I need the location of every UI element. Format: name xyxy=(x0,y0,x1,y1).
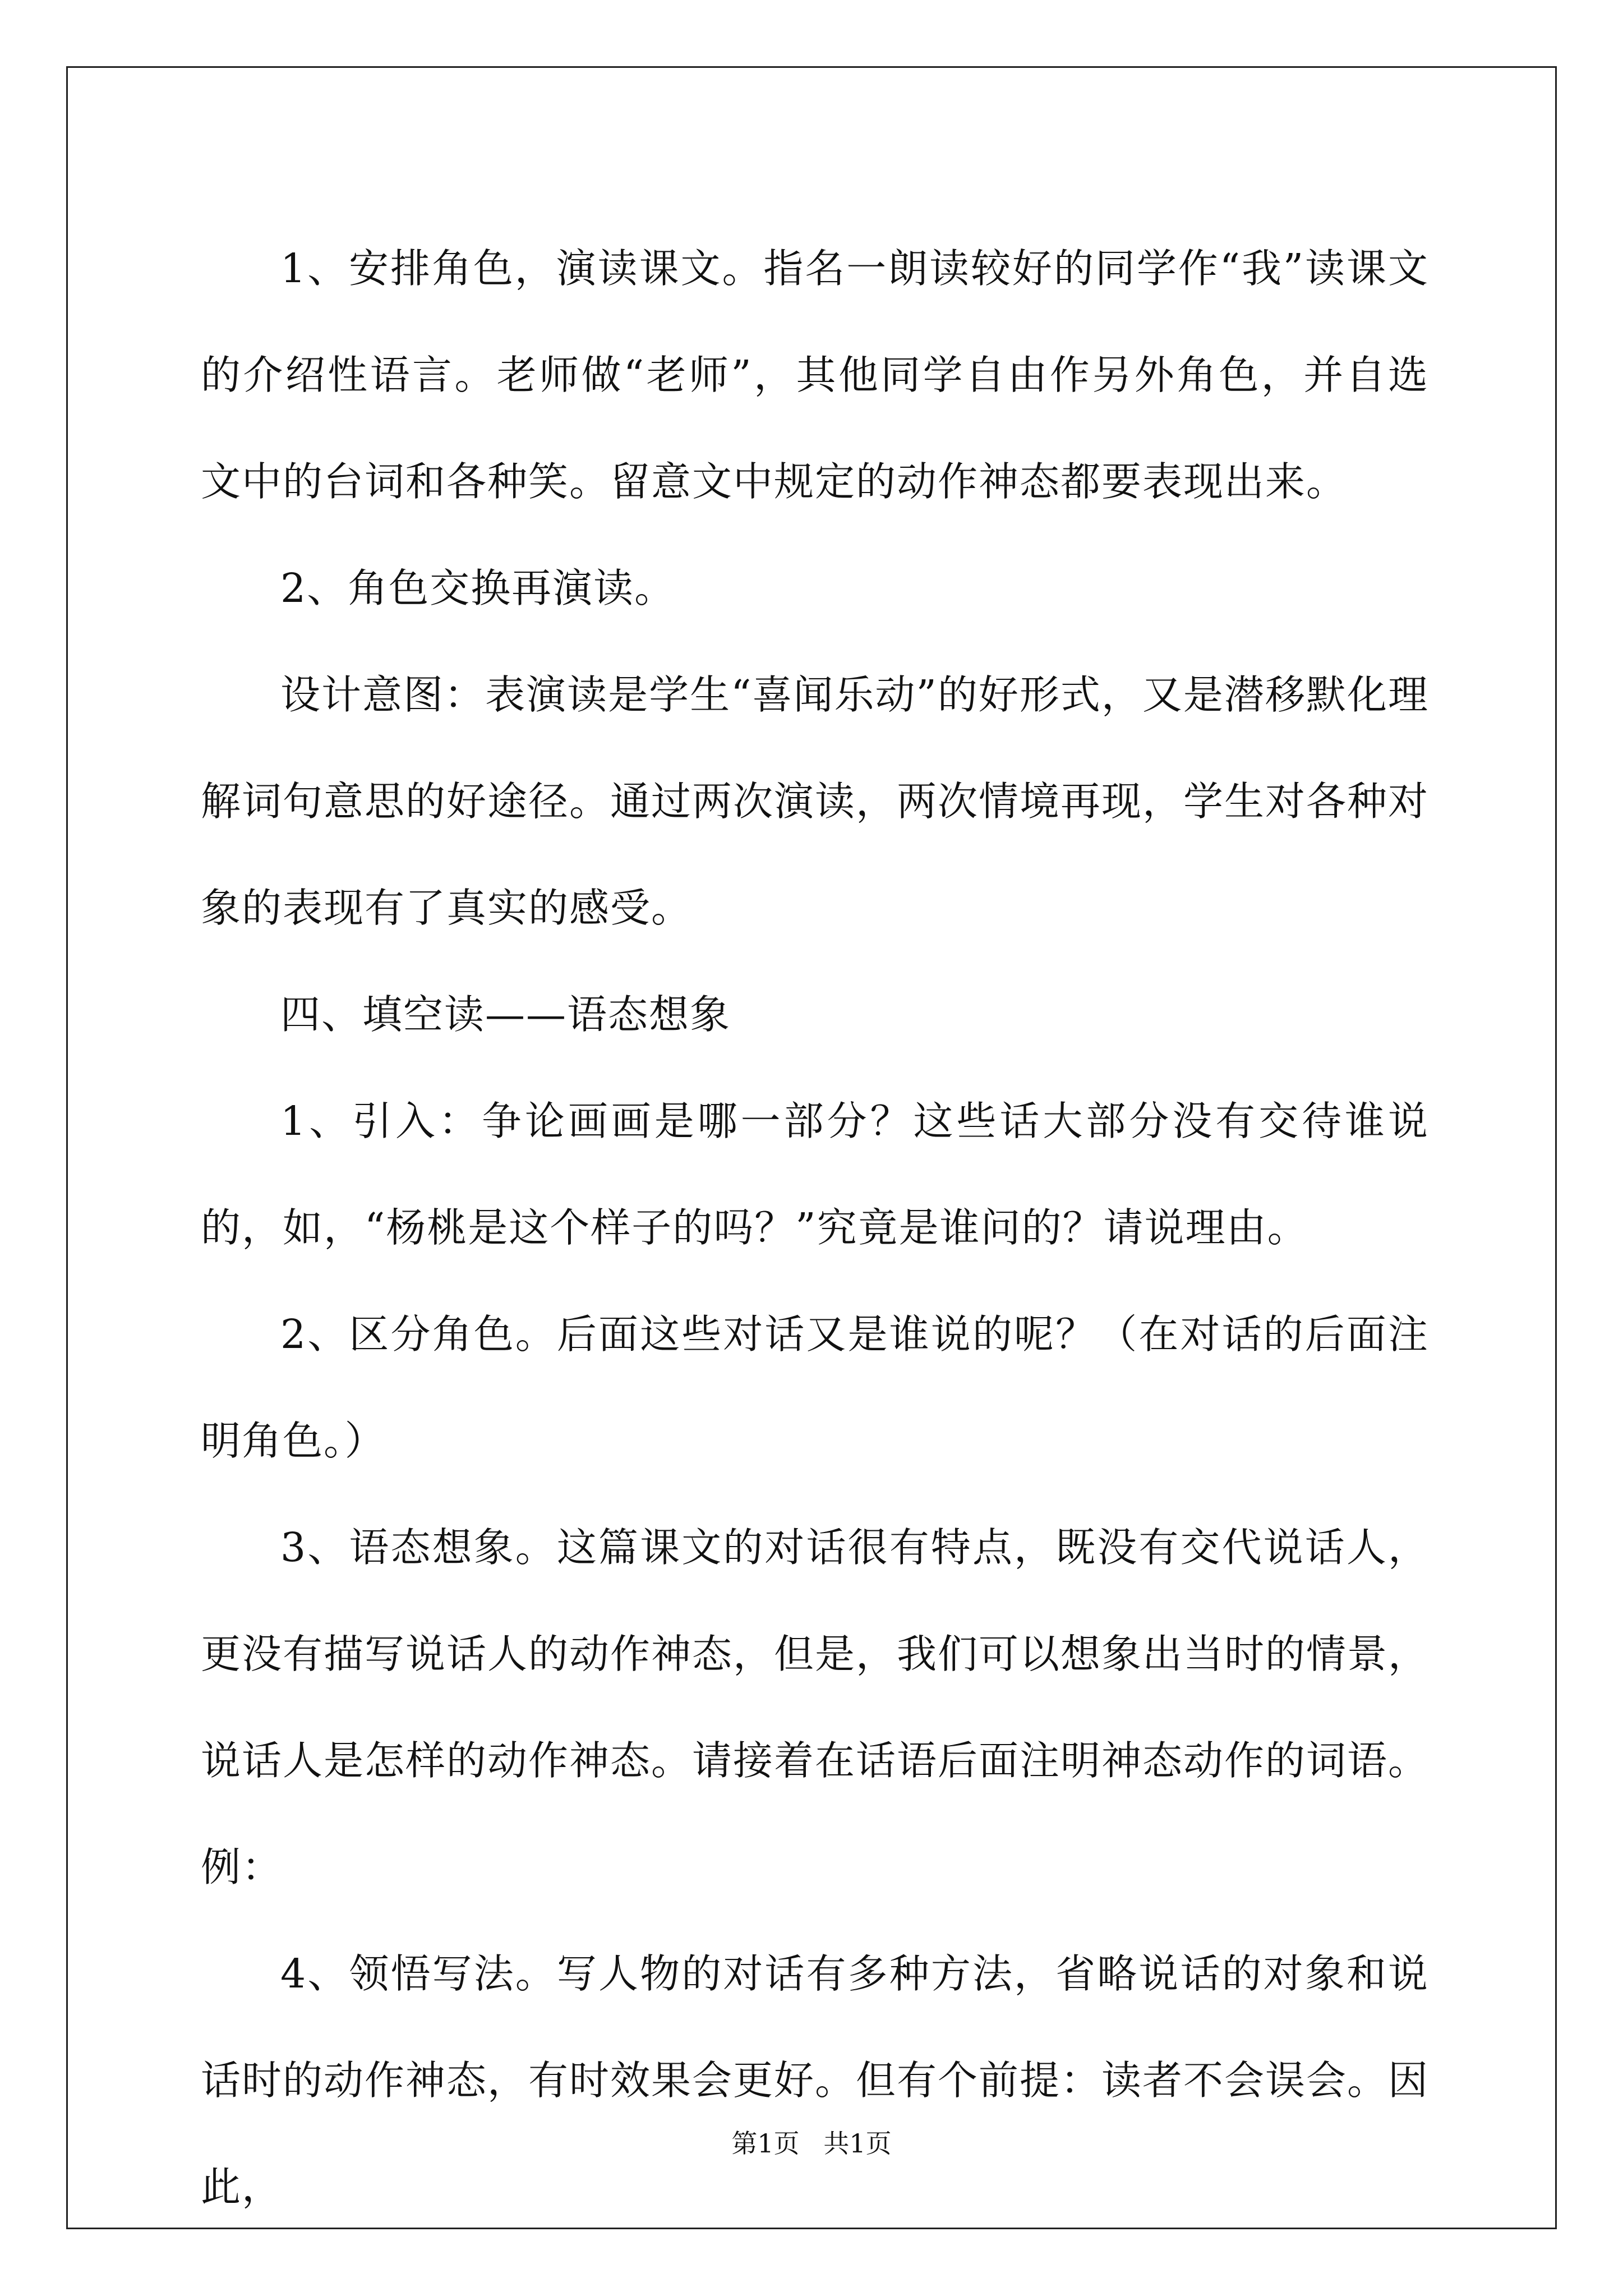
paragraph-5: 1、引入：争论画画是哪一部分？这些话大部分没有交待谁说的，如，“杨桃是这个样子的吗？”究竟是谁问的？请说理由。 xyxy=(201,1098,1429,1251)
paragraph-2: 2、角色交换再演读。 xyxy=(280,565,676,611)
page-number: 第1页 xyxy=(731,2128,800,2159)
section-heading: 四、填空读——语态想象 xyxy=(280,991,731,1038)
paragraph-8: 4、领悟写法。写人物的对话有多种方法，省略说话的对象和说话时的动作神态，有时效果会更好。但有个前提：读者不会误会。因此， xyxy=(201,1950,1430,2210)
document-body xyxy=(201,215,1429,2240)
paragraph-3: 设计意图：表演读是学生“喜闻乐动”的好形式，又是潜移默化理解词句意思的好途径。通过两次演读，两次情境再现，学生对各种对象的表现有了真实的感受。 xyxy=(201,671,1430,931)
paragraph-6: 2、区分角色。后面这些对话又是谁说的呢？（在对话的后面注明角色。） xyxy=(201,1311,1429,1464)
paragraph-7: 3、语态想象。这篇课文的对话很有特点，既没有交代说话人，更没有描写说话人的动作神态，但是，我们可以想象出当时的情景，说话人是怎样的动作神态。请接着在话语后面注明神态动作的词语。例： xyxy=(201,1524,1430,1890)
paragraph-1: 1、安排角色，演读课文。指名一朗读较好的同学作“我”读课文的介绍性语言。老师做“老师”，其他同学自由作另外角色，并自选文中的台词和各种笑。留意文中规定的动作神态都要表现出来。 xyxy=(201,245,1429,505)
page-total: 共1页 xyxy=(823,2128,892,2159)
page-footer xyxy=(0,2123,1623,2160)
